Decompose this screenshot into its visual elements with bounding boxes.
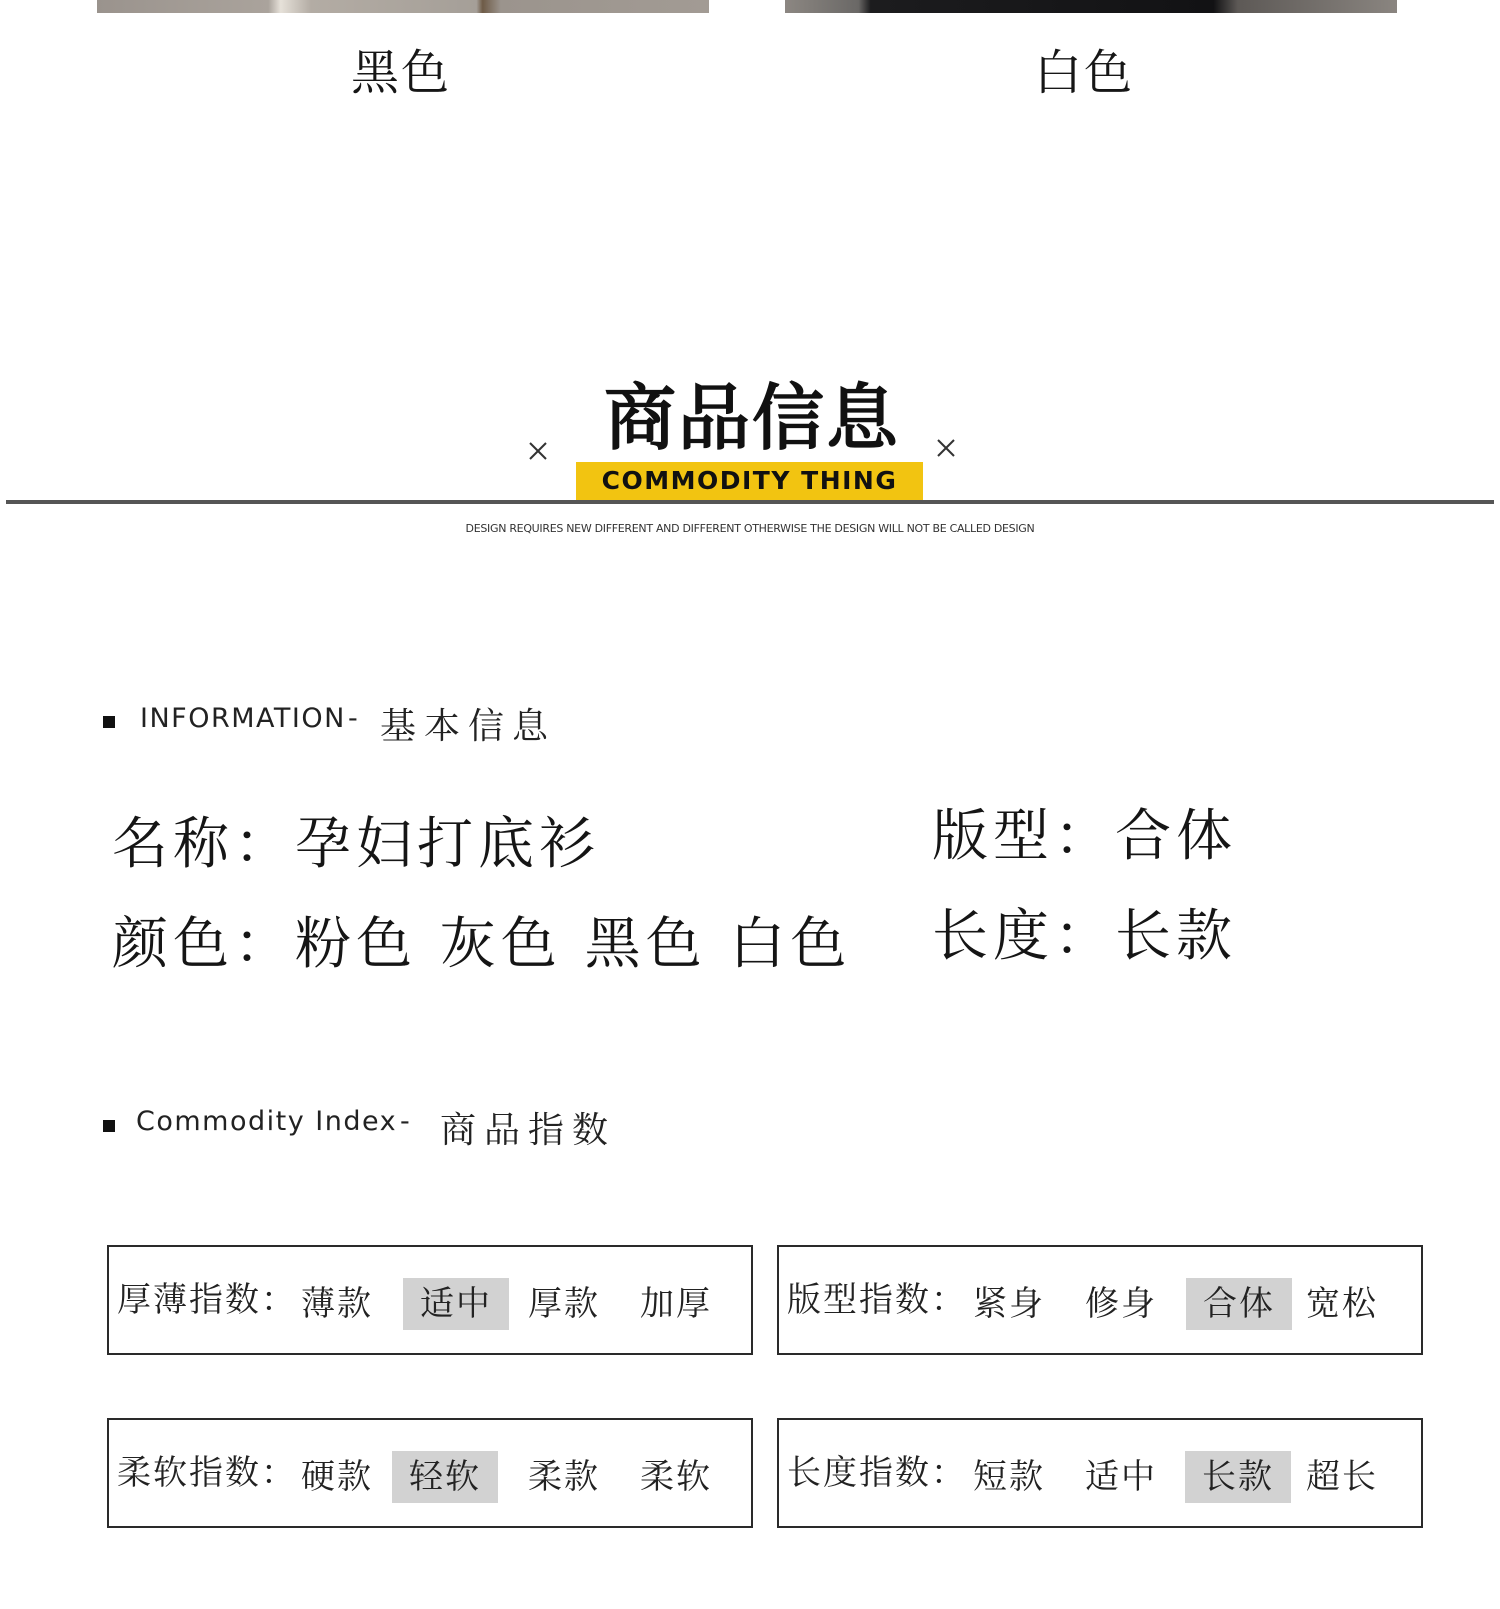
commodity-index-heading-en: Commodity Index <box>136 1106 398 1137</box>
softness-option-soft: 柔软 <box>640 1457 712 1497</box>
fit-option-loose: 宽松 <box>1306 1284 1378 1324</box>
softness-option-soft-style: 柔款 <box>528 1457 600 1497</box>
thickness-option-medium-selected: 适中 <box>403 1278 509 1330</box>
section-subtitle: COMMODITY THING <box>601 466 898 495</box>
commodity-index-bullet <box>103 1120 115 1132</box>
length-option-extra-long: 超长 <box>1306 1457 1378 1497</box>
thickness-option-thick: 厚款 <box>528 1284 600 1324</box>
commodity-index-dash: - <box>400 1106 410 1137</box>
length-index-label: 长度指数： <box>787 1453 967 1493</box>
info-colors: 颜色：粉色 灰色 黑色 白色 <box>112 912 852 977</box>
softness-index-label: 柔软指数： <box>117 1453 297 1493</box>
info-name: 名称：孕妇打底衫 <box>112 812 600 877</box>
color-caption-black: 黑色 <box>351 45 452 101</box>
product-photo-black-bottom-edge <box>97 0 709 13</box>
color-caption-white: 白色 <box>1034 45 1135 101</box>
information-bullet <box>103 716 115 728</box>
info-length: 长度：长款 <box>932 904 1237 969</box>
thickness-option-thin: 薄款 <box>301 1284 373 1324</box>
fit-option-slim: 修身 <box>1085 1284 1157 1324</box>
section-title: 商品信息 <box>604 376 901 460</box>
cross-icon-right <box>935 437 957 459</box>
information-dash: - <box>348 703 358 734</box>
information-heading-en: INFORMATION <box>140 703 346 734</box>
fit-option-tight: 紧身 <box>973 1284 1045 1324</box>
information-heading-cn: 基本信息 <box>380 706 557 747</box>
softness-index-box <box>107 1418 753 1528</box>
cross-icon-left <box>527 440 549 462</box>
length-index-box <box>777 1418 1423 1528</box>
softness-option-hard: 硬款 <box>301 1457 373 1497</box>
fit-index-box <box>777 1245 1423 1355</box>
fit-index-label: 版型指数： <box>787 1280 967 1320</box>
commodity-index-heading-cn: 商品指数 <box>440 1110 617 1151</box>
thickness-index-label: 厚薄指数： <box>117 1280 297 1320</box>
design-tagline: DESIGN REQUIRES NEW DIFFERENT AND DIFFERENT OTHERWISE THE DESIGN WILL NOT BE CALLED DESIGN <box>465 522 1035 535</box>
fit-option-regular-selected: 合体 <box>1186 1278 1292 1330</box>
product-photo-white-bottom-edge <box>785 0 1397 13</box>
thickness-index-box <box>107 1245 753 1355</box>
length-option-long-selected: 长款 <box>1185 1451 1291 1503</box>
section-divider <box>6 500 1494 504</box>
length-option-short: 短款 <box>973 1457 1045 1497</box>
length-option-medium: 适中 <box>1085 1457 1157 1497</box>
softness-option-light-soft-selected: 轻软 <box>392 1451 498 1503</box>
info-fit: 版型：合体 <box>932 804 1237 869</box>
thickness-option-extra-thick: 加厚 <box>640 1284 712 1324</box>
